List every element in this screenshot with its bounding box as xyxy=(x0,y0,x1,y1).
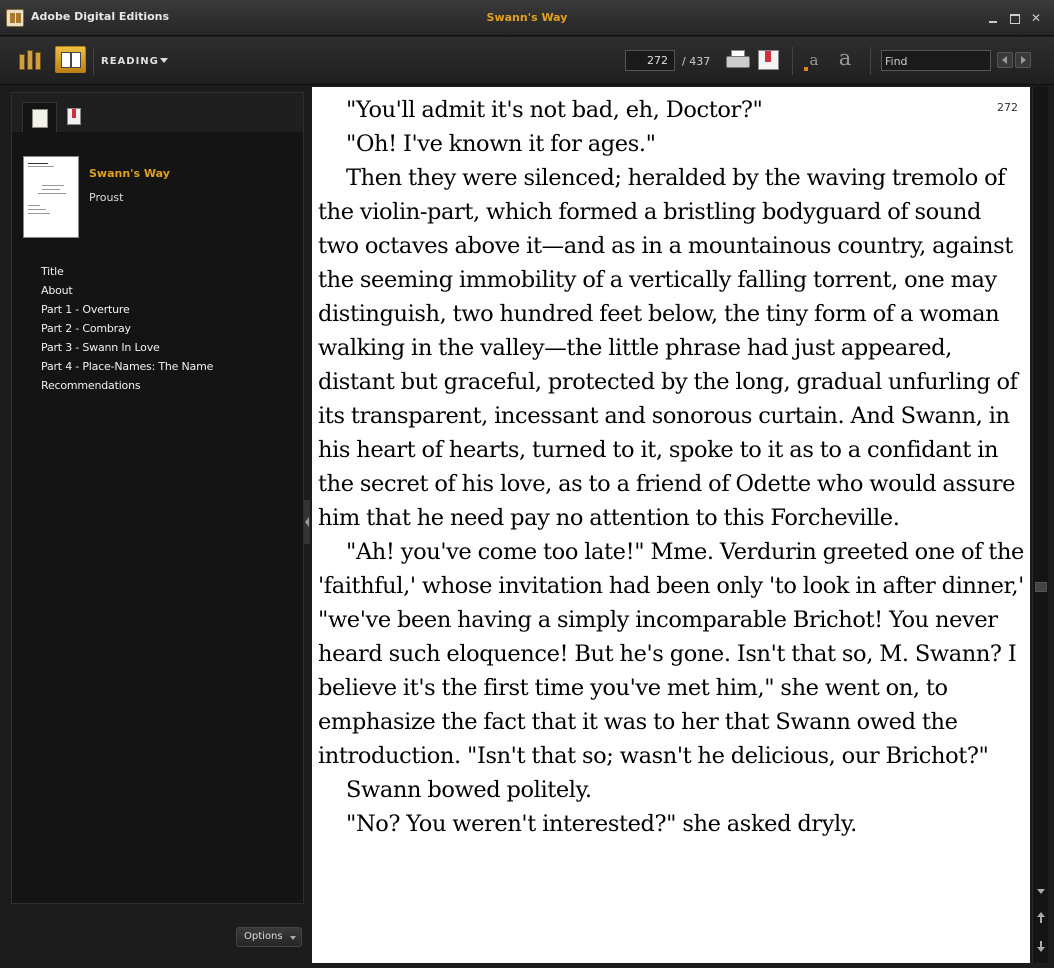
paragraph: Swann bowed politely. xyxy=(346,777,592,803)
toc-item-part-4[interactable]: Part 4 - Place-Names: The Name xyxy=(41,360,214,373)
reading-page xyxy=(312,87,1030,963)
book-text xyxy=(318,93,1026,841)
paragraph: "Ah! you've come too late!" Mme. Verdurin greeted one of the 'faithful,' whose invitation had been only 'to look in after dinner,' "we've been having a simply incomparable Brichot! You never heard such eloquence! But he's gone. Isn't that so, M. Swann? I believe it's the first time you've met him," she went on, to emphasize the fact that it was to her that Swann owed the introduction. "Isn't that so; wasn't he delicious, our Brichot?" xyxy=(318,539,1024,769)
options-button[interactable]: Options xyxy=(236,927,302,947)
increase-font-icon[interactable]: a xyxy=(838,46,852,70)
toolbar-divider xyxy=(792,47,793,75)
toc-item-part-3[interactable]: Part 3 - Swann In Love xyxy=(41,341,160,354)
tab-bookmarks[interactable] xyxy=(67,108,81,125)
book-title[interactable]: Swann's Way xyxy=(89,167,170,180)
tab-table-of-contents[interactable] xyxy=(22,102,57,132)
panel-splitter-handle[interactable] xyxy=(304,500,310,544)
close-icon[interactable]: ✕ xyxy=(1030,11,1042,25)
decrease-font-icon[interactable]: a xyxy=(802,51,826,73)
reading-view-icon[interactable] xyxy=(55,46,86,73)
navigation-panel xyxy=(11,92,304,904)
paragraph: "You'll admit it's not bad, eh, Doctor?" xyxy=(346,97,763,123)
title-bar xyxy=(0,0,1054,36)
book-cover-thumbnail xyxy=(23,156,79,238)
scroll-down-icon[interactable] xyxy=(1035,886,1047,898)
find-input[interactable]: Find xyxy=(881,50,991,71)
table-of-contents xyxy=(41,265,213,398)
toc-item-part-1[interactable]: Part 1 - Overture xyxy=(41,303,130,316)
app-title: Adobe Digital Editions xyxy=(31,10,170,23)
toc-item-recommendations[interactable]: Recommendations xyxy=(41,379,141,392)
find-previous-icon[interactable] xyxy=(997,52,1013,68)
maximize-icon[interactable] xyxy=(1008,12,1020,24)
paragraph: Then they were silenced; heralded by the waving tremolo of the violin-part, which formed a bristling bodyguard of sound two octaves above it—and as in a mountainous country, against the seeming immobility of a vertically falling torrent, one may distinguish, two hundred feet below, the tiny form of a woman walking in the valley—the little phrase had just appeared, distant but graceful, protected by the long, gradual unfurling of its transparent, incessant and sonorous curtain. And Swann, in his heart of hearts, turned to it, spoke to it as to a confidant in the secret of his love, as to a friend of Odette who would assure him that he need pay no attention to this Forcheville. xyxy=(318,165,1018,531)
reading-mode-label[interactable]: READING xyxy=(101,56,159,67)
document-title: Swann's Way xyxy=(486,11,568,24)
book-author: Proust xyxy=(89,191,124,204)
page-number-label: 272 xyxy=(997,101,1018,114)
chevron-down-icon[interactable] xyxy=(160,58,168,63)
toolbar-divider xyxy=(870,47,871,75)
paragraph: "Oh! I've known it for ages." xyxy=(346,131,656,157)
page-total: / 437 xyxy=(682,55,711,68)
toolbar xyxy=(0,37,1054,85)
add-bookmark-icon[interactable] xyxy=(758,50,779,70)
scroll-to-top-icon[interactable] xyxy=(1035,912,1047,924)
toc-item-about[interactable]: About xyxy=(41,284,73,297)
print-icon[interactable] xyxy=(726,50,748,70)
panel-tabs xyxy=(12,93,303,132)
toc-item-title[interactable]: Title xyxy=(41,265,64,278)
minimize-icon[interactable] xyxy=(987,12,999,24)
find-next-icon[interactable] xyxy=(1015,52,1031,68)
scroll-thumb[interactable] xyxy=(1035,582,1047,592)
scroll-to-bottom-icon[interactable] xyxy=(1035,941,1047,953)
page-number-input[interactable]: 272 xyxy=(625,50,675,71)
paragraph: "No? You weren't interested?" she asked dryly. xyxy=(346,811,857,837)
toolbar-divider xyxy=(93,47,94,75)
library-view-icon[interactable] xyxy=(17,48,45,72)
vertical-scrollbar[interactable] xyxy=(1032,87,1048,963)
toc-item-part-2[interactable]: Part 2 - Combray xyxy=(41,322,131,335)
